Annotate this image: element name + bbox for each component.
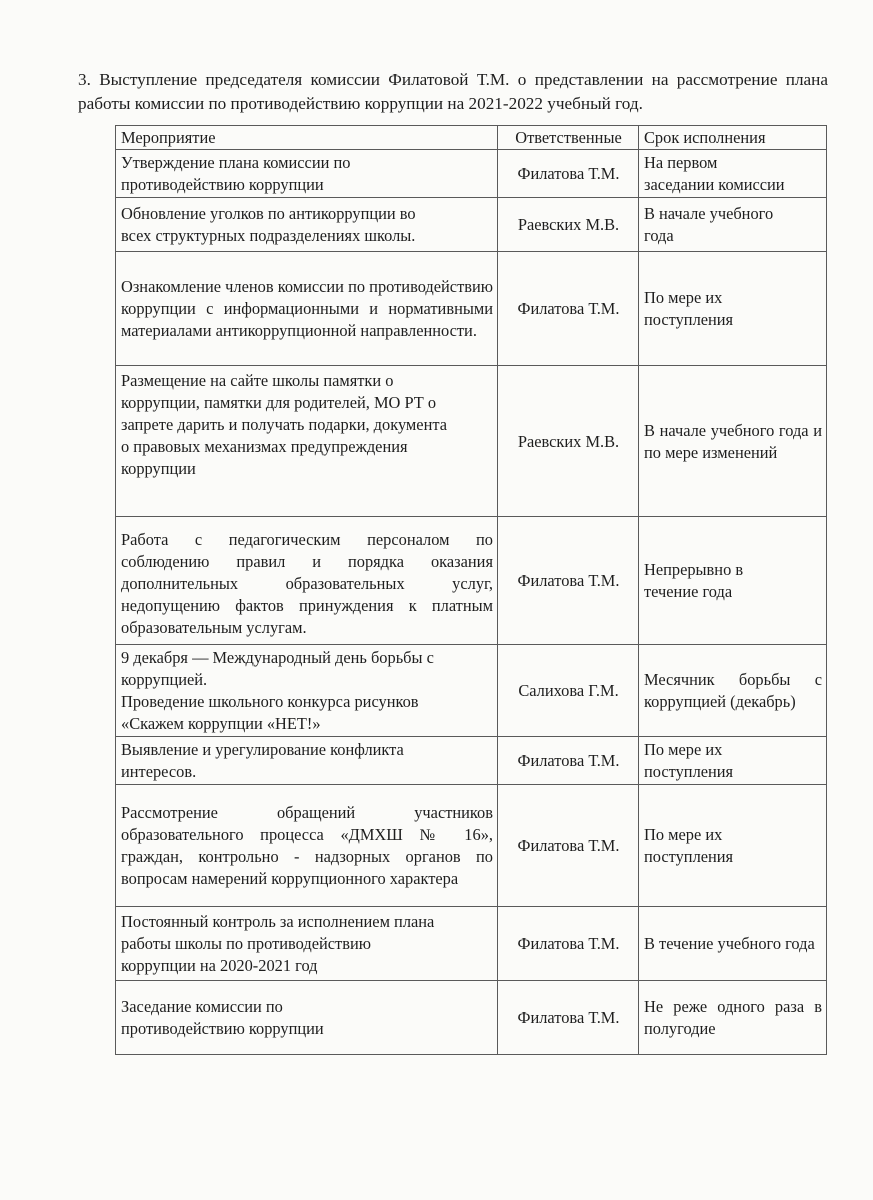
table-row — [116, 252, 827, 366]
event-cell: Выявление и урегулирование конфликта интересов. — [116, 737, 498, 785]
responsible-cell: Филатова Т.М. — [498, 737, 639, 785]
header-deadline: Срок исполнения — [639, 126, 827, 150]
responsible-cell: Филатова Т.М. — [498, 981, 639, 1055]
table-row — [116, 981, 827, 1055]
table-row — [116, 645, 827, 737]
header-event: Мероприятие — [116, 126, 498, 150]
deadline-cell: На первом заседании комиссии — [639, 150, 827, 198]
responsible-cell: Филатова Т.М. — [498, 517, 639, 645]
event-cell: Работа с педагогическим персоналом по соблюдению правил и порядка оказания дополнительных образовательных услуг, недопущению фактов принуждения к платным образовательным услугам. — [116, 517, 498, 645]
table-header-row — [116, 126, 827, 150]
event-cell: Размещение на сайте школы памятки о коррупции, памятки для родителей, МО РТ о запрете дарить и получать подарки, документа о правовых механизмах предупреждения коррупции — [116, 366, 498, 517]
deadline-cell: По мере их поступления — [639, 785, 827, 907]
event-cell: Рассмотрение обращений участников образовательного процесса «ДМХШ № 16», граждан, контрольно - надзорных органов по вопросам намерений коррупционного характера — [116, 785, 498, 907]
responsible-cell: Раевских М.В. — [498, 366, 639, 517]
intro-paragraph: 3. Выступление председателя комиссии Филатовой Т.М. о представлении на рассмотрение плана работы комиссии по противодействию коррупции на 2021-2022 учебный год. — [78, 70, 828, 113]
table-row — [116, 517, 827, 645]
deadline-cell: Непрерывно в течение года — [639, 517, 827, 645]
table-row — [116, 737, 827, 785]
event-cell: Обновление уголков по антикоррупции во всех структурных подразделениях школы. — [116, 198, 498, 252]
deadline-cell: По мере их поступления — [639, 737, 827, 785]
deadline-cell: Месячник борьбы с коррупцией (декабрь) — [639, 645, 827, 737]
deadline-cell: В течение учебного года — [639, 907, 827, 981]
deadline-cell: Не реже одного раза в полугодие — [639, 981, 827, 1055]
event-cell: Ознакомление членов комиссии по противодействию коррупции с информационными и нормативными материалами антикоррупционной направленности. — [116, 252, 498, 366]
responsible-cell: Раевских М.В. — [498, 198, 639, 252]
event-cell: Утверждение плана комиссии по противодействию коррупции — [116, 150, 498, 198]
table-row — [116, 907, 827, 981]
event-cell: Постоянный контроль за исполнением плана работы школы по противодействию коррупции на 2020-2021 год — [116, 907, 498, 981]
event-cell: Заседание комиссии по противодействию коррупции — [116, 981, 498, 1055]
responsible-cell: Филатова Т.М. — [498, 150, 639, 198]
deadline-cell: По мере их поступления — [639, 252, 827, 366]
table-row — [116, 198, 827, 252]
responsible-cell: Салихова Г.М. — [498, 645, 639, 737]
responsible-cell: Филатова Т.М. — [498, 785, 639, 907]
header-responsible: Ответственные — [498, 126, 639, 150]
table-row — [116, 366, 827, 517]
responsible-cell: Филатова Т.М. — [498, 907, 639, 981]
responsible-cell: Филатова Т.М. — [498, 252, 639, 366]
table-row — [116, 150, 827, 198]
deadline-cell: В начале учебного года и по мере изменений — [639, 366, 827, 517]
anticorruption-plan-table — [115, 125, 827, 1055]
table-row — [116, 785, 827, 907]
event-cell: 9 декабря — Международный день борьбы с коррупцией. Проведение школьного конкурса рисунков «Скажем коррупции «НЕТ!» — [116, 645, 498, 737]
deadline-cell: В начале учебного года — [639, 198, 827, 252]
